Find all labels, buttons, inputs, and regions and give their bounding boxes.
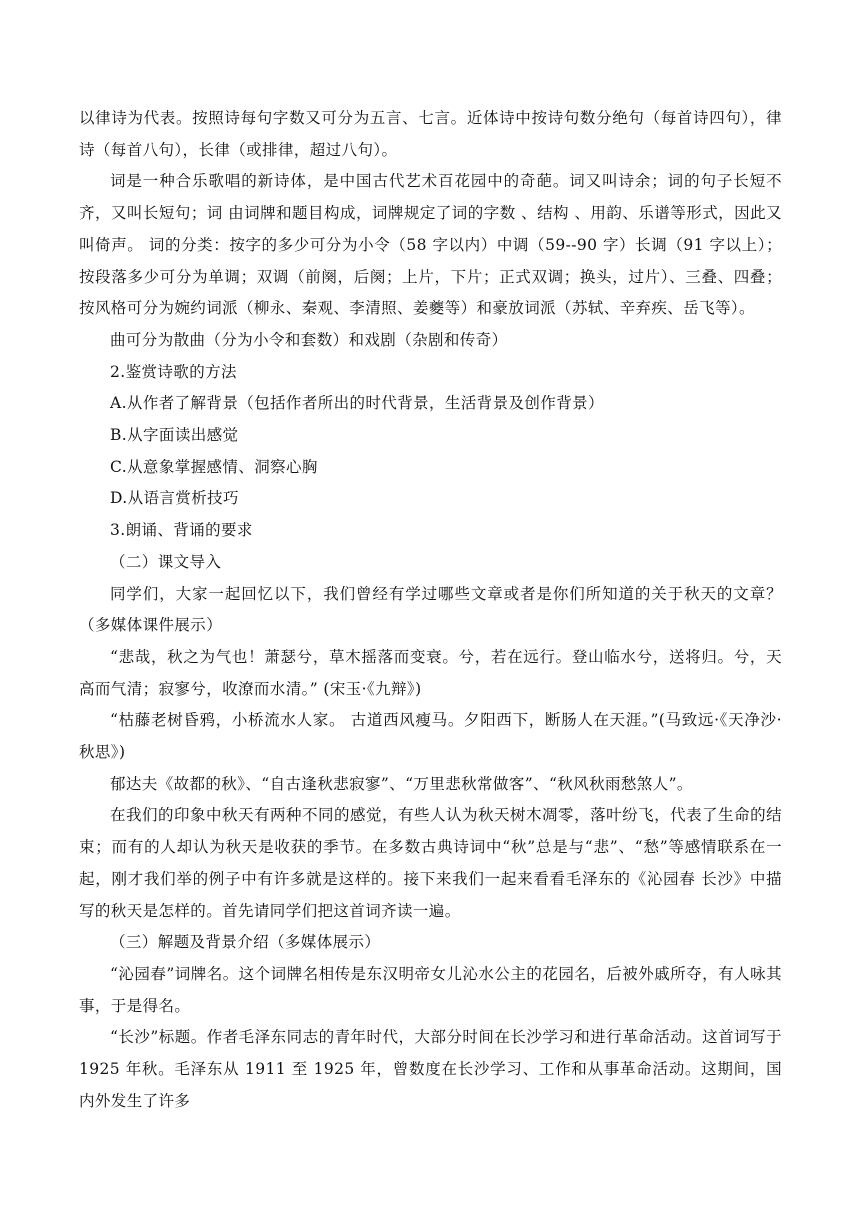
paragraph: 2.鉴赏诗歌的方法 (110, 362, 237, 381)
paragraph: “悲哉，秋之为气也！萧瑟兮，草木摇落而变衰。兮，若在远行。登山临水兮，送将归。兮，天高而气清；寂寥兮，收潦而水清。” (宋玉·《九辩》) (79, 647, 782, 698)
paragraph: 词是一种合乐歌唱的新诗体，是中国古代艺术百花园中的奇葩。词又叫诗余；词的句子长短不齐，又叫长短句；词 由词牌和题目构成，词牌规定了词的字数 、结构 、用韵、乐谱等形式，因此又叫倚声。 词的分类：按字的多少可分为小令（58 字以内）中调（59--90 字）长调（91 字以上）；按段落多少可分为单调；双调（前阕，后阕；上片，下片；正式双调；换头，过片）、三叠、四叠；按风格可分为婉约词派（柳永、秦观、李清照、姜夔等）和豪放词派（苏轼、辛弃疾、岳飞等）。 (79, 172, 782, 318)
paragraph: 在我们的印象中秋天有两种不同的感觉，有些人认为秋天树木凋零，落叶纷飞，代表了生命的结束；而有的人却认为秋天是收获的季节。在多数古典诗词中“秋”总是与“悲”、“愁”等感情联系在一起，刚才我们举的例子中有许多就是这样的。接下来我们一起来看看毛泽东的《沁园春 长沙》中描写的秋天是怎样的。首先请同学们把这首词齐读一遍。 (79, 806, 782, 920)
paragraph: 同学们，大家一起回忆以下，我们曾经有学过哪些文章或者是你们所知道的关于秋天的文章？（多媒体课件展示） (79, 584, 782, 635)
document-body (79, 103, 782, 1118)
paragraph: 郁达夫《故都的秋》、“自古逢秋悲寂寥”、“万里悲秋常做客”、“秋风秋雨愁煞人”。 (110, 774, 693, 793)
paragraph: 以律诗为代表。按照诗每句字数又可分为五言、七言。近体诗中按诗句数分绝句（每首诗四句），律诗（每首八句），长律（或排律，超过八句）。 (79, 109, 782, 159)
paragraph: “枯藤老树昏鸦，小桥流水人家。 古道西风瘦马。夕阳西下，断肠人在天涯。”(马致远·《天净沙·秋思》) (79, 711, 782, 762)
paragraph: A.从作者了解背景（包括作者所出的时代背景，生活背景及创作背景） (110, 394, 604, 413)
paragraph: （二）课文导入 (110, 552, 222, 571)
paragraph: C.从意象掌握感情、洞察心胸 (110, 457, 318, 476)
paragraph: D.从语言赏析技巧 (110, 489, 239, 508)
paragraph: 3.朗诵、背诵的要求 (110, 521, 253, 540)
paragraph: “长沙”标题。作者毛泽东同志的青年时代，大部分时间在长沙学习和进行革命活动。这首词写于 1925 年秋。毛泽东从 1911 至 1925 年，曾数度在长沙学习、工作和从事革命活动。这期间，国内外发生了许多 (79, 1028, 782, 1110)
paragraph: 曲可分为散曲（分为小令和套数）和戏剧（杂剧和传奇） (110, 330, 508, 349)
paragraph: （三）解题及背景介绍（多媒体展示） (110, 933, 381, 952)
paragraph: “沁园春”词牌名。这个词牌名相传是东汉明帝女儿沁水公主的花园名，后被外戚所夺，有人咏其事，于是得名。 (79, 964, 782, 1015)
paragraph: B.从字面读出感觉 (110, 426, 239, 445)
